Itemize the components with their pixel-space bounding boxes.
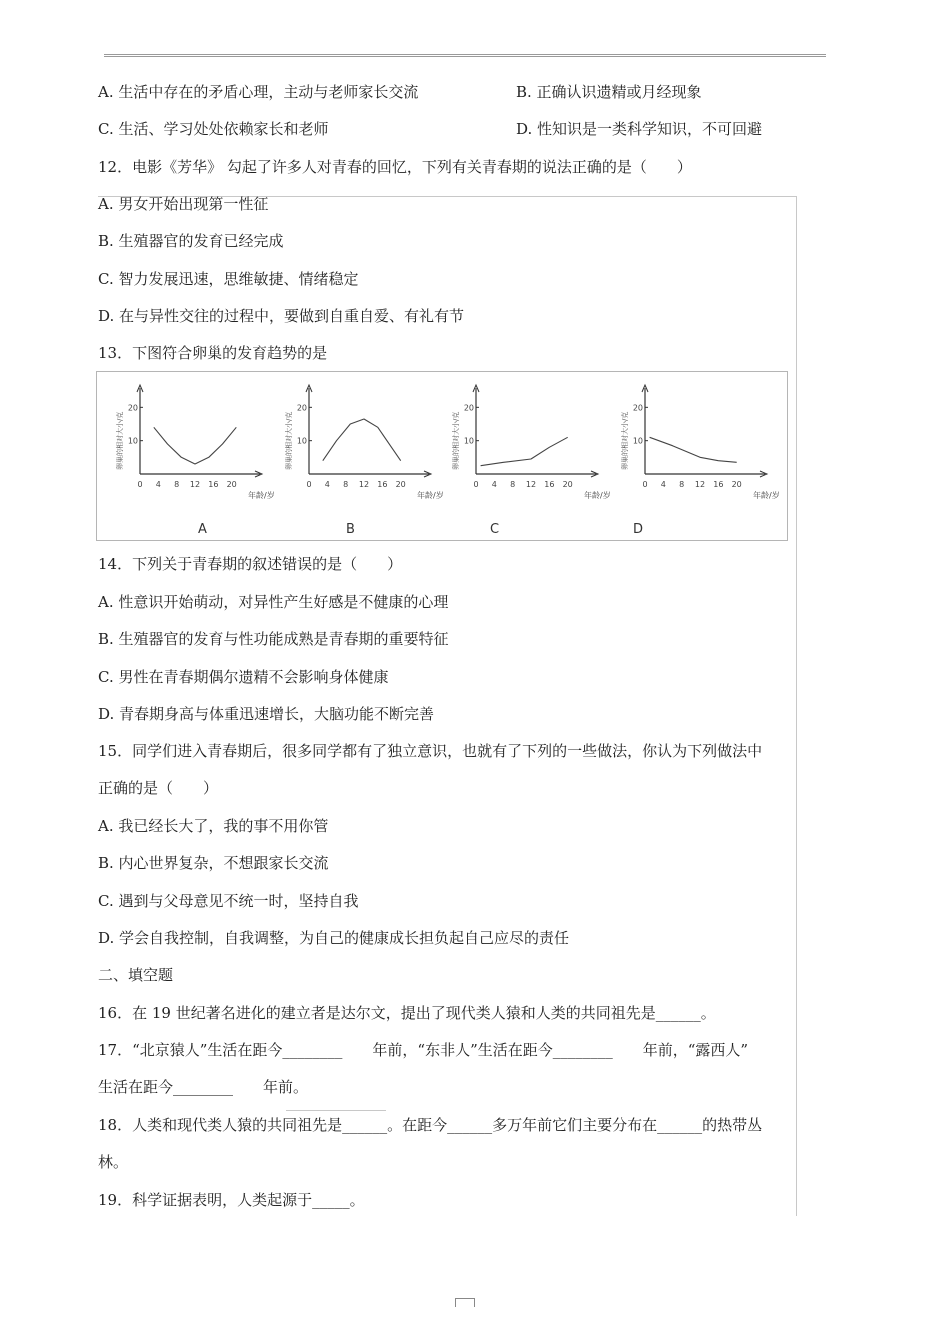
x-axis-label: 年龄/岁	[417, 491, 444, 500]
x-tick-label: 20	[395, 480, 406, 489]
q11-option-d: D. 性知识是一类科学知识，不可回避	[516, 120, 763, 138]
x-tick-label: 16	[544, 480, 555, 489]
q16: 16．在 19 世纪著名进化的建立者是达尔文，提出了现代类人猿和人类的共同祖先是______。	[98, 1004, 716, 1022]
series-line	[481, 437, 568, 465]
q12-option-a: A. 男女开始出现第一性征	[98, 195, 269, 213]
y-axis-label: 卵巢的相对大小/克	[621, 411, 629, 470]
q15-stem-line-1: 15．同学们进入青春期后，很多同学都有了独立意识，也就有了下列的一些做法，你认为下列做法中	[98, 742, 763, 760]
x-tick-label: 8	[510, 480, 516, 489]
x-tick-label: 0	[642, 480, 648, 489]
q11-option-b: B. 正确认识遗精或月经现象	[516, 83, 702, 101]
y-tick-label: 10	[632, 436, 643, 446]
q15-option-d: D. 学会自我控制，自我调整，为自己的健康成长担负起自己应尽的责任	[98, 929, 570, 947]
y-tick-label: 10	[127, 436, 138, 446]
x-tick-label: 4	[324, 480, 330, 489]
x-tick-label: 16	[713, 480, 724, 489]
q11-options-row-1	[98, 81, 818, 103]
x-tick-label: 0	[137, 480, 143, 489]
section-heading-fill-in: 二、填空题	[98, 966, 174, 984]
q18-line-2: 林。	[98, 1153, 129, 1171]
q15-stem-line-2: 正确的是（ ）	[98, 779, 219, 797]
chart-d	[617, 372, 787, 512]
y-axis-label: 卵巢的相对大小/克	[116, 411, 124, 470]
page-number-mark	[455, 1298, 475, 1307]
q12-option-c: C. 智力发展迅速，思维敏捷、情绪稳定	[98, 270, 359, 288]
y-axis-label: 卵巢的相对大小/克	[285, 411, 293, 470]
header-rule	[104, 54, 826, 57]
x-tick-label: 0	[473, 480, 479, 489]
q14-option-b: B. 生殖器官的发育与性功能成熟是青春期的重要特征	[98, 630, 449, 648]
y-tick-label: 20	[127, 403, 138, 413]
x-tick-label: 4	[660, 480, 666, 489]
q14-option-d: D. 青春期身高与体重迅速增长，大脑功能不断完善	[98, 705, 435, 723]
y-tick-label: 10	[296, 436, 307, 446]
x-tick-label: 4	[155, 480, 161, 489]
chart-a-label: A	[198, 522, 207, 537]
x-tick-label: 16	[377, 480, 388, 489]
x-tick-label: 8	[343, 480, 349, 489]
q12-option-d: D. 在与异性交往的过程中，要做到自重自爱、有礼有节	[98, 307, 465, 325]
chart-b-label: B	[346, 522, 355, 537]
chart-d-label: D	[633, 522, 644, 537]
scan-frame-right	[796, 196, 797, 1216]
x-tick-label: 20	[562, 480, 573, 489]
x-tick-label: 8	[174, 480, 180, 489]
q11-option-c: C. 生活、学习处处依赖家长和老师	[98, 120, 329, 138]
chart-a	[112, 372, 282, 512]
chart-c	[448, 372, 618, 512]
x-tick-label: 20	[731, 480, 742, 489]
q14-option-c: C. 男性在青春期偶尔遗精不会影响身体健康	[98, 668, 389, 686]
q13-stem: 13．下图符合卵巢的发育趋势的是	[98, 344, 328, 362]
q11-option-a: A. 生活中存在的矛盾心理，主动与老师家长交流	[98, 83, 419, 101]
chart-b	[281, 372, 451, 512]
q15-option-b: B. 内心世界复杂，不想跟家长交流	[98, 854, 329, 872]
x-tick-label: 12	[694, 480, 706, 489]
q17-line-2: 生活在距今________ 年前。	[98, 1078, 309, 1096]
y-tick-label: 20	[296, 403, 307, 413]
q12-option-b: B. 生殖器官的发育已经完成	[98, 232, 284, 250]
x-tick-label: 16	[208, 480, 219, 489]
q14-option-a: A. 性意识开始萌动，对异性产生好感是不健康的心理	[98, 593, 449, 611]
q15-option-a: A. 我已经长大了，我的事不用你管	[98, 817, 329, 835]
series-line	[650, 437, 737, 462]
x-tick-label: 12	[358, 480, 370, 489]
y-tick-label: 10	[463, 436, 474, 446]
q15-option-c: C. 遇到与父母意见不统一时，坚持自我	[98, 892, 359, 910]
x-tick-label: 12	[189, 480, 201, 489]
series-line	[154, 427, 237, 464]
x-axis-label: 年龄/岁	[248, 491, 275, 500]
x-tick-label: 20	[226, 480, 237, 489]
y-axis-label: 卵巢的相对大小/克	[452, 411, 460, 470]
scan-frame-box-q18	[286, 1110, 386, 1111]
q18-line-1: 18．人类和现代类人猿的共同祖先是______。在距今______多万年前它们主要分布在______的热带丛	[98, 1116, 763, 1134]
q19: 19．科学证据表明，人类起源于_____。	[98, 1191, 365, 1209]
x-tick-label: 8	[679, 480, 685, 489]
x-tick-label: 4	[491, 480, 497, 489]
q12-stem: 12．电影《芳华》 勾起了许多人对青春的回忆，下列有关青春期的说法正确的是（ ）	[98, 158, 692, 176]
q11-options-row-2	[98, 118, 818, 140]
x-axis-label: 年龄/岁	[584, 491, 611, 500]
x-axis-label: 年龄/岁	[753, 491, 780, 500]
q14-stem: 14．下列关于青春期的叙述错误的是（ ）	[98, 555, 403, 573]
x-tick-label: 12	[525, 480, 537, 489]
chart-c-label: C	[490, 522, 500, 537]
y-tick-label: 20	[463, 403, 474, 413]
q17-line-1: 17．“北京猿人”生活在距今________ 年前，“东非人”生活在距今________ 年前，“露西人”	[98, 1041, 749, 1059]
y-tick-label: 20	[632, 403, 643, 413]
series-line	[323, 419, 401, 461]
x-tick-label: 0	[306, 480, 312, 489]
